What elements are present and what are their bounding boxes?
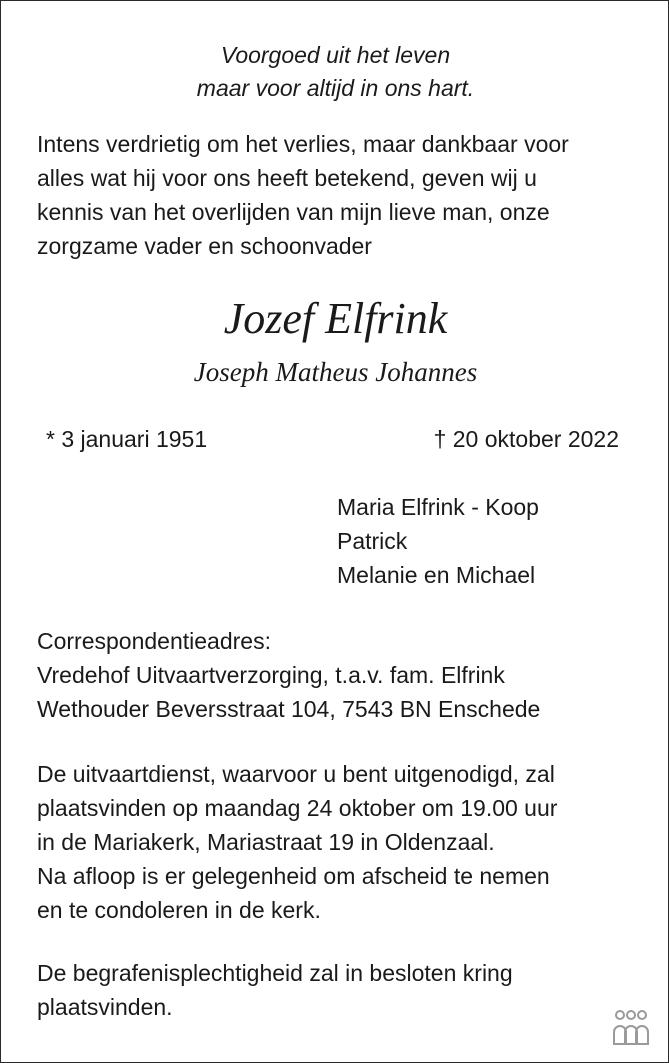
birth-date: * 3 januari 1951 (46, 426, 208, 452)
intro-line: kennis van het overlijden van mijn lieve man, onze (37, 199, 550, 225)
family-member: Maria Elfrink - Koop (337, 494, 539, 520)
motto-line: Voorgoed uit het leven (220, 42, 451, 68)
burial-line: De begrafenisplechtigheid zal in besloten kring (37, 960, 513, 986)
intro-paragraph (37, 127, 647, 263)
service-line: plaatsvinden op maandag 24 oktober om 19.00 uur (37, 795, 558, 821)
family-member: Melanie en Michael (337, 562, 536, 588)
intro-line: alles wat hij voor ons heeft betekend, geven wij u (37, 165, 537, 191)
intro-line: zorgzame vader en schoonvader (37, 233, 372, 259)
family-member: Patrick (337, 528, 408, 554)
correspondence-address (37, 624, 647, 726)
family-list (337, 490, 539, 592)
service-line: in de Mariakerk, Mariastraat 19 in Oldenzaal. (37, 829, 495, 855)
people-group-icon (608, 1008, 654, 1048)
motto-line: maar voor altijd in ons hart. (196, 75, 475, 101)
deceased-name: Jozef Elfrink (223, 294, 448, 343)
deceased-full-name: Joseph Matheus Johannes (193, 357, 478, 387)
death-date: † 20 oktober 2022 (433, 426, 619, 452)
service-paragraph (37, 757, 647, 927)
intro-line: Intens verdrietig om het verlies, maar dankbaar voor (37, 131, 569, 157)
correspondence-line: Wethouder Beversstraat 104, 7543 BN Enschede (37, 696, 541, 722)
service-line: Na afloop is er gelegenheid om afscheid te nemen (37, 863, 550, 889)
correspondence-line: Correspondentieadres: (37, 628, 271, 654)
burial-line: plaatsvinden. (37, 994, 173, 1020)
burial-paragraph (37, 956, 647, 1024)
service-line: De uitvaartdienst, waarvoor u bent uitgenodigd, zal (37, 761, 555, 787)
service-line: en te condoleren in de kerk. (37, 897, 321, 923)
correspondence-line: Vredehof Uitvaartverzorging, t.a.v. fam. Elfrink (37, 662, 505, 688)
motto (1, 39, 669, 105)
